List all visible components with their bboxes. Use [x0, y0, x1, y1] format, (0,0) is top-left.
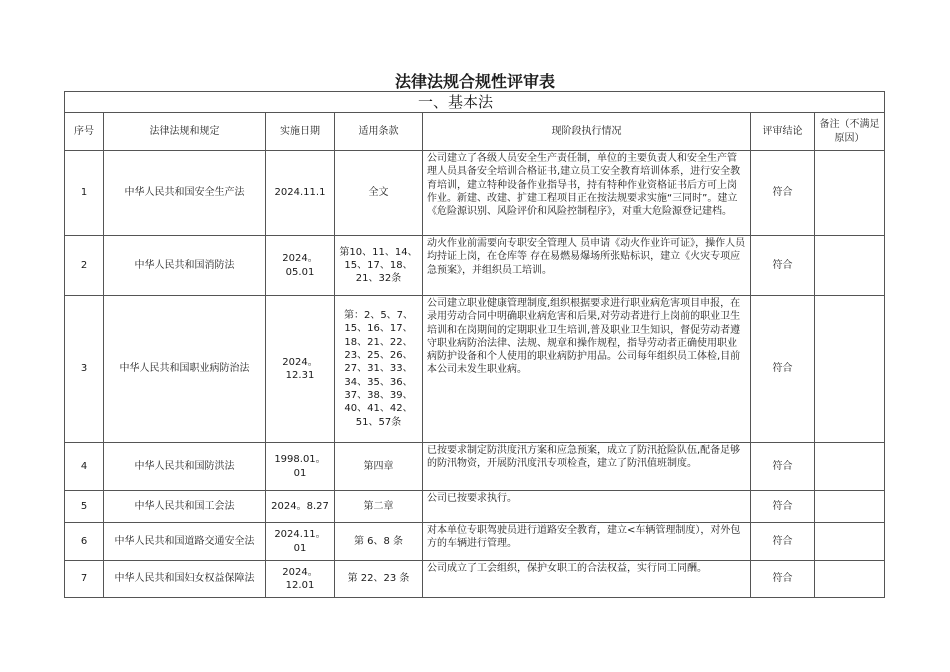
table-row [65, 236, 885, 296]
row-date: 2024。8.27 [266, 491, 335, 523]
row-no: 5 [65, 491, 104, 523]
row-law: 中华人民共和国工会法 [104, 491, 266, 523]
table-row [65, 151, 885, 236]
row-law: 中华人民共和国防洪法 [104, 443, 266, 491]
row-conclusion: 符合 [751, 443, 815, 491]
row-conclusion: 符合 [751, 561, 815, 598]
table-row [65, 561, 885, 598]
row-remark [815, 491, 885, 523]
table-row [65, 523, 885, 561]
row-date: 2024.11.1 [266, 151, 335, 236]
table-row [65, 491, 885, 523]
row-clauses: 第 22、23 条 [335, 561, 423, 598]
row-no: 7 [65, 561, 104, 598]
row-law: 中华人民共和国消防法 [104, 236, 266, 296]
row-conclusion: 符合 [751, 296, 815, 443]
row-remark [815, 236, 885, 296]
row-date: 1998.01。01 [266, 443, 335, 491]
row-clauses: 第 6、8 条 [335, 523, 423, 561]
row-remark [815, 296, 885, 443]
table-row [65, 443, 885, 491]
row-remark [815, 151, 885, 236]
row-status: 已按要求制定防洪度汛方案和应急预案，成立了防汛抢险队伍,配备足够的防汛物资，开展防汛度汛专项检查，建立了防汛值班制度。 [423, 443, 751, 491]
header-conclusion: 评审结论 [751, 113, 815, 151]
header-law: 法律法规和规定 [104, 113, 266, 151]
row-conclusion: 符合 [751, 491, 815, 523]
row-remark [815, 561, 885, 598]
row-date: 2024。12.01 [266, 561, 335, 598]
row-law: 中华人民共和国安全生产法 [104, 151, 266, 236]
document-title: 法律法规合规性评审表 [394, 72, 555, 91]
header-status: 现阶段执行情况 [423, 113, 751, 151]
row-law: 中华人民共和国职业病防治法 [104, 296, 266, 443]
row-law: 中华人民共和国道路交通安全法 [104, 523, 266, 561]
row-clauses: 第二章 [335, 491, 423, 523]
row-clauses: 第：2、5、7、15、16、17、18、21、22、23、25、26、27、31、33、34、35、36、37、38、39、40、41、42、51、57条 [335, 296, 423, 443]
section-heading: 一、基本法 [65, 92, 885, 113]
row-clauses: 第10、11、14、15、17、18、21、32条 [335, 236, 423, 296]
header-date: 实施日期 [266, 113, 335, 151]
row-no: 2 [65, 236, 104, 296]
header-row [65, 113, 885, 151]
section-row [65, 92, 885, 113]
table-row [65, 296, 885, 443]
row-status: 公司建立职业健康管理制度,组织根据要求进行职业病危害项目申报，在录用劳动合同中明确职业病危害和后果,对劳动者进行上岗前的职业卫生培训和在岗期间的定期职业卫生培训,普及职业卫生知识，督促劳动者遵守职业病防治法律、法规、规章和操作规程，指导劳动者正确使用职业病防护设备和个人使用的职业病防护用品。公司每年组织员工体检,目前本公司未发生职业病。 [423, 296, 751, 443]
header-remark: 备注（不满足原因） [815, 113, 885, 151]
row-conclusion: 符合 [751, 236, 815, 296]
row-date: 2024。12.31 [266, 296, 335, 443]
row-law: 中华人民共和国妇女权益保障法 [104, 561, 266, 598]
row-status: 动火作业前需要向专职安全管理人 员申请《动火作业许可证》，操作人员均持证上岗，在仓库等 存在易燃易爆场所张贴标识，建立《火灾专项应急预案》，并组织员工培训。 [423, 236, 751, 296]
row-clauses: 全文 [335, 151, 423, 236]
row-date: 2024。05.01 [266, 236, 335, 296]
row-no: 3 [65, 296, 104, 443]
row-conclusion: 符合 [751, 151, 815, 236]
row-status: 公司成立了工会组织，保护女职工的合法权益，实行同工同酬。 [423, 561, 751, 598]
row-conclusion: 符合 [751, 523, 815, 561]
row-no: 6 [65, 523, 104, 561]
row-clauses: 第四章 [335, 443, 423, 491]
row-date: 2024.11。01 [266, 523, 335, 561]
compliance-table [64, 91, 885, 598]
row-no: 4 [65, 443, 104, 491]
row-status: 公司建立了各级人员安全生产责任制，单位的主要负责人和安全生产管理人员具备安全培训合格证书,建立员工安全教育培训体系，进行安全教育培训，建立特种设备作业指导书，持有特种作业资格证书后方可上岗作业。新建、改建、扩建工程项目正在按法规要求实施“三同时”。建立《危险源识别、风险评价和风险控制程序》，对重大危险源登记建档。 [423, 151, 751, 236]
header-no: 序号 [65, 113, 104, 151]
row-status: 公司已按要求执行。 [423, 491, 751, 523]
header-clauses: 适用条款 [335, 113, 423, 151]
row-remark [815, 523, 885, 561]
row-remark [815, 443, 885, 491]
row-no: 1 [65, 151, 104, 236]
row-status: 对本单位专职驾驶员进行道路安全教育，建立<车辆管理制度），对外包方的车辆进行管理。 [423, 523, 751, 561]
